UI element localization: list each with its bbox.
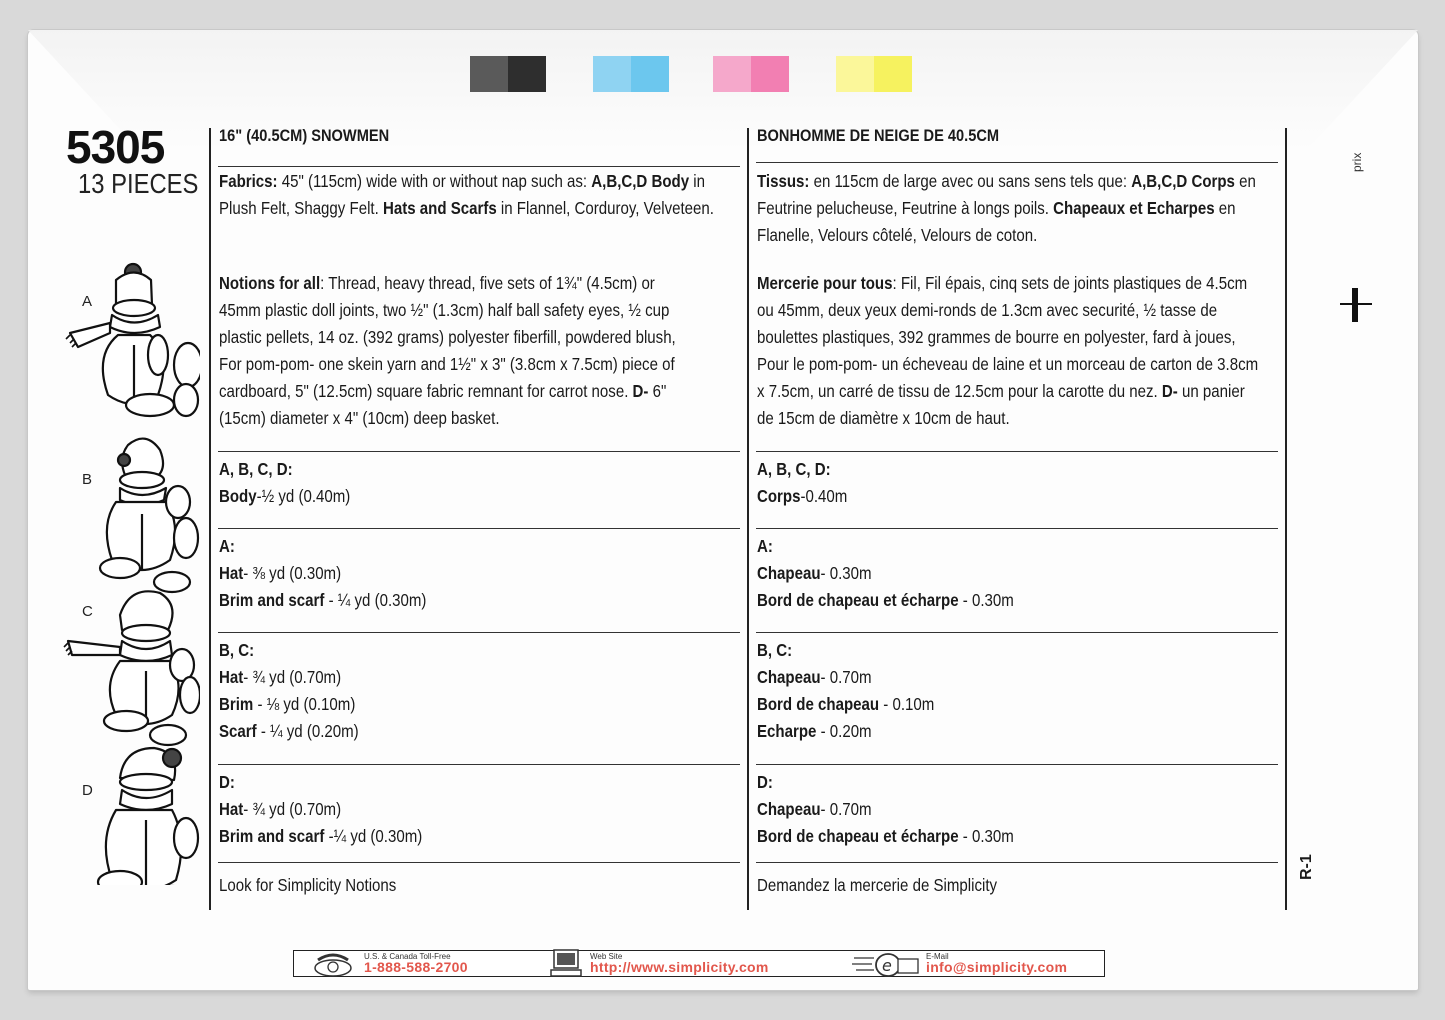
text-run: - ⅛ yd (0.10m) (253, 694, 356, 714)
bold-run: D- (1161, 381, 1178, 401)
bold-run: D: (219, 772, 235, 792)
text-run: en (1214, 198, 1236, 218)
swatch-yellow-light (836, 56, 874, 92)
bold-run: Body (219, 486, 257, 506)
text-run: For pom-pom- one skein yarn and 1½" x 3" (3.8cm x 7.5cm) piece of (219, 354, 675, 374)
text-line (219, 324, 676, 351)
french-rule-3 (756, 528, 1278, 529)
web-label: Web Site (590, 952, 623, 961)
text-line (757, 297, 1258, 324)
bold-run: Bord de chapeau et écharpe (757, 826, 959, 846)
text-line (757, 456, 847, 483)
english-rule-3 (218, 528, 740, 529)
french-rule-1 (756, 162, 1278, 163)
bold-run: A, B, C, D: (757, 459, 831, 479)
text-line (757, 823, 1014, 850)
bold-run: Chapeau (757, 667, 821, 687)
text-run: Flanelle, Velours côtelé, Velours de coton. (757, 225, 1038, 245)
text-run: - 0.20m (816, 721, 872, 741)
text-run: en 115cm de large avec ou sans sens tels que: (809, 171, 1132, 191)
center-column-divider (747, 128, 749, 910)
text-line (219, 691, 359, 718)
text-line (757, 270, 1258, 297)
english-title: 16" (40.5CM) SNOWMEN (219, 126, 390, 145)
computer-icon (550, 948, 582, 978)
bold-run: Chapeaux et Echarpes (1053, 198, 1215, 218)
text-line (219, 718, 359, 745)
french-notions (757, 270, 1258, 432)
swatch-gray-light (470, 56, 508, 92)
bold-run: D- (632, 381, 649, 401)
text-run: (15cm) diameter x 4" (10cm) deep basket. (219, 408, 500, 428)
text-line (219, 378, 676, 405)
bold-run: Bord de chapeau et écharpe (757, 590, 959, 610)
text-line (757, 351, 1258, 378)
text-run: -½ yd (0.40m) (256, 486, 351, 506)
view-label-b: B (82, 471, 93, 488)
english-rule-4 (218, 632, 740, 633)
english-rule-6 (218, 862, 740, 863)
swatch-cyan-light (593, 56, 631, 92)
bold-run: Notions for all (219, 273, 321, 293)
french-a-yardage (757, 533, 1014, 614)
text-line (219, 796, 422, 823)
text-run: in (689, 171, 706, 191)
piece-count: 13 PIECES (78, 168, 199, 199)
phone-number[interactable]: 1-888-588-2700 (364, 959, 468, 975)
text-run: -0.40m (800, 486, 848, 506)
text-run: - 0.10m (879, 694, 935, 714)
text-run: x 7.5cm, un carré de tissu de 12.5cm pour la carotte du nez. (757, 381, 1162, 401)
swatch-gray-dark (508, 56, 546, 92)
english-abcd-yardage (219, 456, 350, 510)
french-bc-yardage (757, 637, 934, 745)
english-fabrics (219, 168, 714, 222)
snowman-c-illustration (64, 591, 200, 745)
swatch-cyan (631, 56, 669, 92)
right-column-divider (1285, 128, 1287, 910)
bold-run: A,B,C,D Body (591, 171, 690, 191)
bold-run: D: (757, 772, 773, 792)
text-run: -¼ yd (0.30m) (324, 826, 423, 846)
bold-run: Brim and scarf (219, 590, 325, 610)
text-run: - ⅜ yd (0.30m) (243, 563, 342, 583)
english-bc-yardage (219, 637, 359, 745)
french-rule-2 (756, 451, 1278, 452)
bold-run: Mercerie pour tous (757, 273, 893, 293)
text-line (219, 405, 676, 432)
text-run: : Thread, heavy thread, five sets of 1¾" (4.5cm) or (320, 273, 655, 293)
english-rule-2 (218, 451, 740, 452)
text-run: en (1234, 171, 1256, 191)
text-line (757, 533, 1014, 560)
text-line (219, 297, 676, 324)
text-line (757, 324, 1258, 351)
text-line (219, 769, 422, 796)
text-line (757, 587, 1014, 614)
french-rule-4 (756, 632, 1278, 633)
bold-run: A: (757, 536, 773, 556)
text-line (219, 168, 714, 195)
bold-run: Brim and scarf (219, 826, 325, 846)
text-run: de 15cm de diamètre x 10cm de haut. (757, 408, 1010, 428)
text-line (219, 560, 426, 587)
text-run: Pour le pom-pom- un écheveau de laine et un morceau de carton de 3.8cm (757, 354, 1259, 374)
email-label: E-Mail (926, 952, 949, 961)
text-run: Feutrine pelucheuse, Feutrine à longs poils. (757, 198, 1054, 218)
text-line (757, 483, 847, 510)
swatch-magenta-light (713, 56, 751, 92)
left-column-divider (209, 128, 211, 910)
english-a-yardage (219, 533, 426, 614)
pattern-number: 5305 (66, 121, 165, 173)
text-run: in Flannel, Corduroy, Velveteen. (496, 198, 714, 218)
web-address[interactable]: http://www.simplicity.com (590, 959, 769, 975)
registration-mark-tick (1340, 303, 1372, 305)
text-run: 6" (648, 381, 667, 401)
snowman-d-illustration (98, 748, 198, 885)
phone-icon (310, 950, 356, 978)
french-rule-5 (756, 764, 1278, 765)
english-d-yardage (219, 769, 422, 850)
french-abcd-yardage (757, 456, 847, 510)
text-run: - 0.70m (820, 667, 872, 687)
bold-run: Fabrics: (219, 171, 278, 191)
text-run: - 0.30m (820, 563, 872, 583)
text-run: : Fil, Fil épais, cinq sets de joints plastiques de 4.5cm (892, 273, 1248, 293)
text-line (219, 587, 426, 614)
bold-run: A, B, C, D: (219, 459, 293, 479)
french-d-yardage (757, 769, 1014, 850)
text-line (757, 637, 934, 664)
bold-run: Hat (219, 799, 244, 819)
snowman-a-illustration (66, 264, 200, 416)
bold-run: Hat (219, 667, 244, 687)
snowman-b-illustration (100, 439, 198, 592)
email-icon (852, 950, 922, 978)
french-notions-footer: Demandez la mercerie de Simplicity (757, 875, 998, 895)
french-fabrics (757, 168, 1256, 249)
bold-run: A,B,C,D Corps (1131, 171, 1235, 191)
text-line (757, 560, 1014, 587)
bold-run: Bord de chapeau (757, 694, 880, 714)
text-line (757, 405, 1258, 432)
text-line (219, 456, 350, 483)
bold-run: Hat (219, 563, 244, 583)
text-line (219, 664, 359, 691)
bold-run: Chapeau (757, 799, 821, 819)
english-rule-5 (218, 764, 740, 765)
text-line (757, 664, 934, 691)
text-run: 45mm plastic doll joints, two ½" (1.3cm) half ball safety eyes, ½ cup (219, 300, 670, 320)
price-label: prix (1350, 152, 1364, 172)
text-line (219, 351, 676, 378)
text-line (757, 796, 1014, 823)
english-notions-footer: Look for Simplicity Notions (219, 875, 397, 895)
text-run: - ¾ yd (0.70m) (243, 667, 342, 687)
text-line (219, 270, 676, 297)
phone-label: U.S. & Canada Toll-Free (364, 952, 451, 961)
text-line (219, 483, 350, 510)
bold-run: Scarf (219, 721, 257, 741)
text-line (219, 195, 714, 222)
text-run: - ¼ yd (0.30m) (324, 590, 427, 610)
text-line (757, 769, 1014, 796)
text-run: - 0.30m (958, 590, 1014, 610)
text-run: un panier (1177, 381, 1245, 401)
text-line (757, 195, 1256, 222)
english-notions (219, 270, 676, 432)
text-run: 45" (115cm) wide with or without nap such as: (277, 171, 592, 191)
text-run: - ¾ yd (0.70m) (243, 799, 342, 819)
bold-run: Chapeau (757, 563, 821, 583)
bold-run: Brim (219, 694, 254, 714)
text-run: Plush Felt, Shaggy Felt. (219, 198, 383, 218)
revision-code: R-1 (1298, 854, 1315, 880)
registration-mark (1352, 288, 1358, 322)
bold-run: Tissus: (757, 171, 810, 191)
text-run: - 0.70m (820, 799, 872, 819)
bold-run: Echarpe (757, 721, 817, 741)
view-label-c: C (82, 603, 93, 620)
text-run: - 0.30m (958, 826, 1014, 846)
french-rule-6 (756, 862, 1278, 863)
email-address[interactable]: info@simplicity.com (926, 959, 1068, 975)
view-label-a: A (82, 293, 93, 310)
svg-text:e: e (882, 956, 892, 975)
text-line (219, 533, 426, 560)
text-line (219, 823, 422, 850)
text-line (219, 637, 359, 664)
text-line (757, 718, 934, 745)
text-line (757, 378, 1258, 405)
snowman-illustrations (50, 255, 200, 885)
text-run: boulettes plastiques, 392 grammes de bourre en polyester, fard à joues, (757, 327, 1236, 347)
bold-run: Corps (757, 486, 801, 506)
text-run: - ¼ yd (0.20m) (256, 721, 359, 741)
bold-run: B, C: (757, 640, 793, 660)
text-run: plastic pellets, 14 oz. (392 grams) polyester fiberfill, powdered blush, (219, 327, 676, 347)
text-line (757, 222, 1256, 249)
text-line (757, 168, 1256, 195)
swatch-yellow (874, 56, 912, 92)
french-title: BONHOMME DE NEIGE DE 40.5CM (757, 126, 1000, 145)
text-line (757, 691, 934, 718)
text-run: cardboard, 5" (12.5cm) square fabric remnant for carrot nose. (219, 381, 633, 401)
text-run: ou 45mm, deux yeux demi-ronds de 1.3cm avec securité, ½ tasse de (757, 300, 1218, 320)
bold-run: Hats and Scarfs (382, 198, 497, 218)
swatch-magenta (751, 56, 789, 92)
view-label-d: D (82, 782, 93, 799)
bold-run: B, C: (219, 640, 255, 660)
bold-run: A: (219, 536, 235, 556)
